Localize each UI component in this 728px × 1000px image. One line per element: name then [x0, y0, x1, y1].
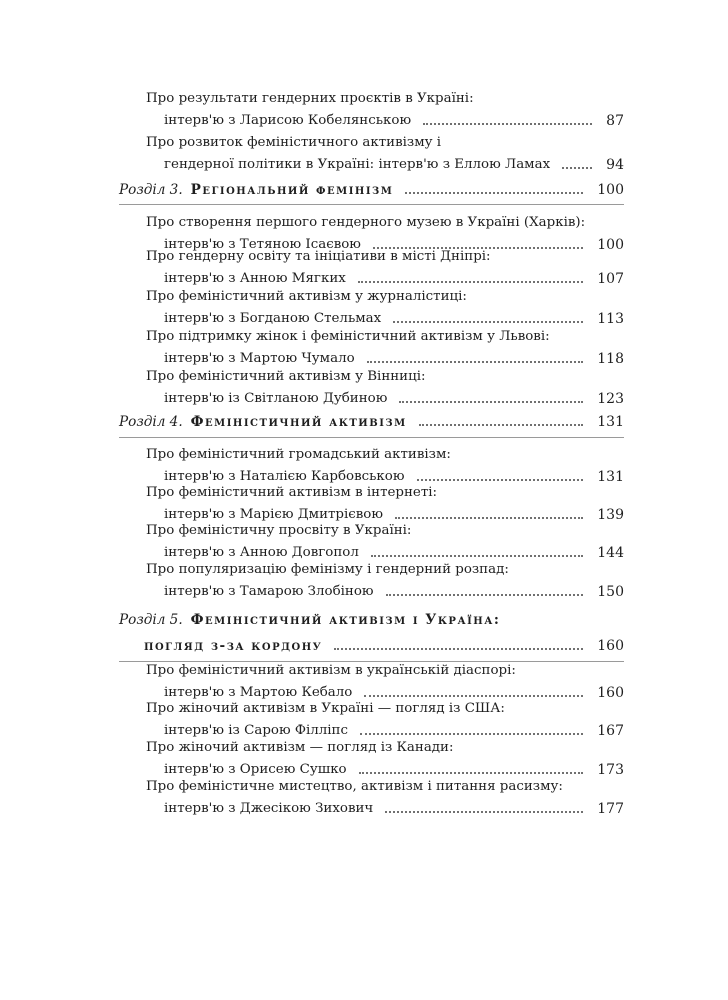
page-number: 107: [597, 271, 624, 287]
entry-subtitle: інтерв'ю з Мартою Кебало: [164, 685, 353, 700]
dot-leader: [359, 772, 584, 774]
dot-leader: [419, 424, 584, 426]
entry-title-line-1: [146, 88, 624, 110]
dot-leader: [386, 594, 584, 596]
entry-subtitle: інтерв'ю з Мартою Чумало: [164, 351, 355, 366]
chapter-heading: [119, 609, 624, 657]
dot-leader: [371, 555, 583, 557]
chapter-title-continued: погляд з-за кордону: [144, 638, 323, 654]
dot-leader: [405, 192, 583, 194]
page-number: 177: [597, 801, 624, 817]
page-number: 160: [597, 638, 624, 654]
page-number: 100: [597, 182, 624, 198]
toc-entry: [146, 737, 624, 781]
entry-subtitle: гендерної політики в Україні: інтерв'ю з Еллою Ламах: [164, 157, 551, 172]
page-number: 131: [597, 469, 624, 485]
page-number: 94: [606, 157, 624, 173]
entry-subtitle: інтерв'ю з Тетяною Ісаєвою: [164, 237, 361, 252]
toc-entry: [146, 326, 624, 370]
page-number: 167: [597, 723, 624, 739]
entry-title: Про розвиток феміністичного активізму і: [146, 135, 442, 150]
chapter-title: Регіональний фемінізм: [190, 182, 394, 198]
dot-leader: [367, 361, 584, 363]
chapter-title: Феміністичний активізм: [190, 414, 407, 430]
entry-subtitle: інтерв'ю з Анною Мягких: [164, 271, 346, 286]
entry-title-line-2: [146, 110, 624, 132]
entry-title: Про створення першого гендерного музею в Україні (Харків):: [146, 215, 586, 230]
dot-leader: [364, 695, 583, 697]
toc-entry: [146, 246, 624, 290]
page-number: 144: [597, 545, 624, 561]
entry-title: Про феміністичний активізм у Вінниці:: [146, 369, 426, 384]
entry-title: Про популяризацію фемінізму і гендерний розпад:: [146, 562, 509, 577]
entry-subtitle: інтерв'ю з Анною Довгопол: [164, 545, 359, 560]
entry-subtitle: інтерв'ю із Світланою Дубиною: [164, 391, 388, 406]
entry-title: Про феміністичний активізм в українській діаспорі:: [146, 663, 516, 678]
page-number: 160: [597, 685, 624, 701]
dot-leader: [395, 517, 583, 519]
entry-subtitle: інтерв'ю з Богданою Стельмах: [164, 311, 382, 326]
entry-subtitle: інтерв'ю з Тамарою Злобіною: [164, 584, 374, 599]
page-number: 173: [597, 762, 624, 778]
entry-title: Про феміністичний активізм у журналістиці:: [146, 289, 467, 304]
toc-entry: [146, 520, 624, 564]
entry-title: Про феміністичне мистецтво, активізм і питання расизму:: [146, 779, 563, 794]
dot-leader: [417, 479, 584, 481]
entry-subtitle: інтерв'ю із Сарою Філліпс: [164, 723, 348, 738]
toc-entry: [146, 286, 624, 330]
entry-subtitle: інтерв'ю з Джесікою Зихович: [164, 801, 374, 816]
toc-entry: [146, 559, 624, 603]
page-number: 87: [606, 113, 624, 129]
entry-title: Про жіночий активізм в Україні — погляд із США:: [146, 701, 505, 716]
toc-entry: [146, 698, 624, 742]
entry-subtitle: інтерв'ю з Марією Дмитрієвою: [164, 507, 384, 522]
dot-leader: [399, 401, 583, 403]
page-number: 139: [597, 507, 624, 523]
toc-entry: [146, 776, 624, 820]
toc-entry: [146, 88, 624, 132]
entry-title: Про феміністичний громадський активізм:: [146, 447, 451, 462]
dot-leader: [393, 321, 583, 323]
entry-subtitle: інтерв'ю з Ларисою Кобелянською: [164, 113, 412, 128]
entry-title: Про феміністичний активізм в інтернеті:: [146, 485, 438, 500]
toc-entry: [146, 366, 624, 410]
page-number: 131: [597, 414, 624, 430]
chapter-label: Розділ 3.: [119, 182, 183, 198]
chapter-label: Розділ 5.: [119, 612, 183, 628]
entry-title: Про підтримку жінок і феміністичний активізм у Львові:: [146, 329, 550, 344]
dot-leader: [562, 167, 592, 169]
entry-title: Про феміністичну просвіту в Україні:: [146, 523, 412, 538]
dot-leader: [360, 733, 583, 735]
toc-entry: [146, 132, 624, 176]
dot-leader: [358, 281, 583, 283]
entry-title: Про результати гендерних проєктів в Україні:: [146, 91, 474, 106]
entry-title: Про гендерну освіту та ініціативи в місті Дніпрі:: [146, 249, 491, 264]
page-number: 113: [597, 311, 624, 327]
dot-leader: [385, 811, 583, 813]
dot-leader: [423, 123, 592, 125]
page-number: 123: [597, 391, 624, 407]
divider: [119, 204, 624, 205]
page-number: 150: [597, 584, 624, 600]
entry-subtitle: інтерв'ю з Наталією Карбовською: [164, 469, 405, 484]
page-number: 100: [597, 237, 624, 253]
chapter-heading: [119, 179, 624, 201]
entry-subtitle: інтерв'ю з Орисею Сушко: [164, 762, 347, 777]
divider: [119, 437, 624, 438]
chapter-heading: [119, 411, 624, 433]
chapter-title: Феміністичний активізм і Україна:: [190, 612, 501, 628]
entry-title: Про жіночий активізм — погляд із Канади:: [146, 740, 454, 755]
dot-leader: [334, 648, 583, 650]
page-number: 118: [597, 351, 624, 367]
chapter-label: Розділ 4.: [119, 414, 183, 430]
